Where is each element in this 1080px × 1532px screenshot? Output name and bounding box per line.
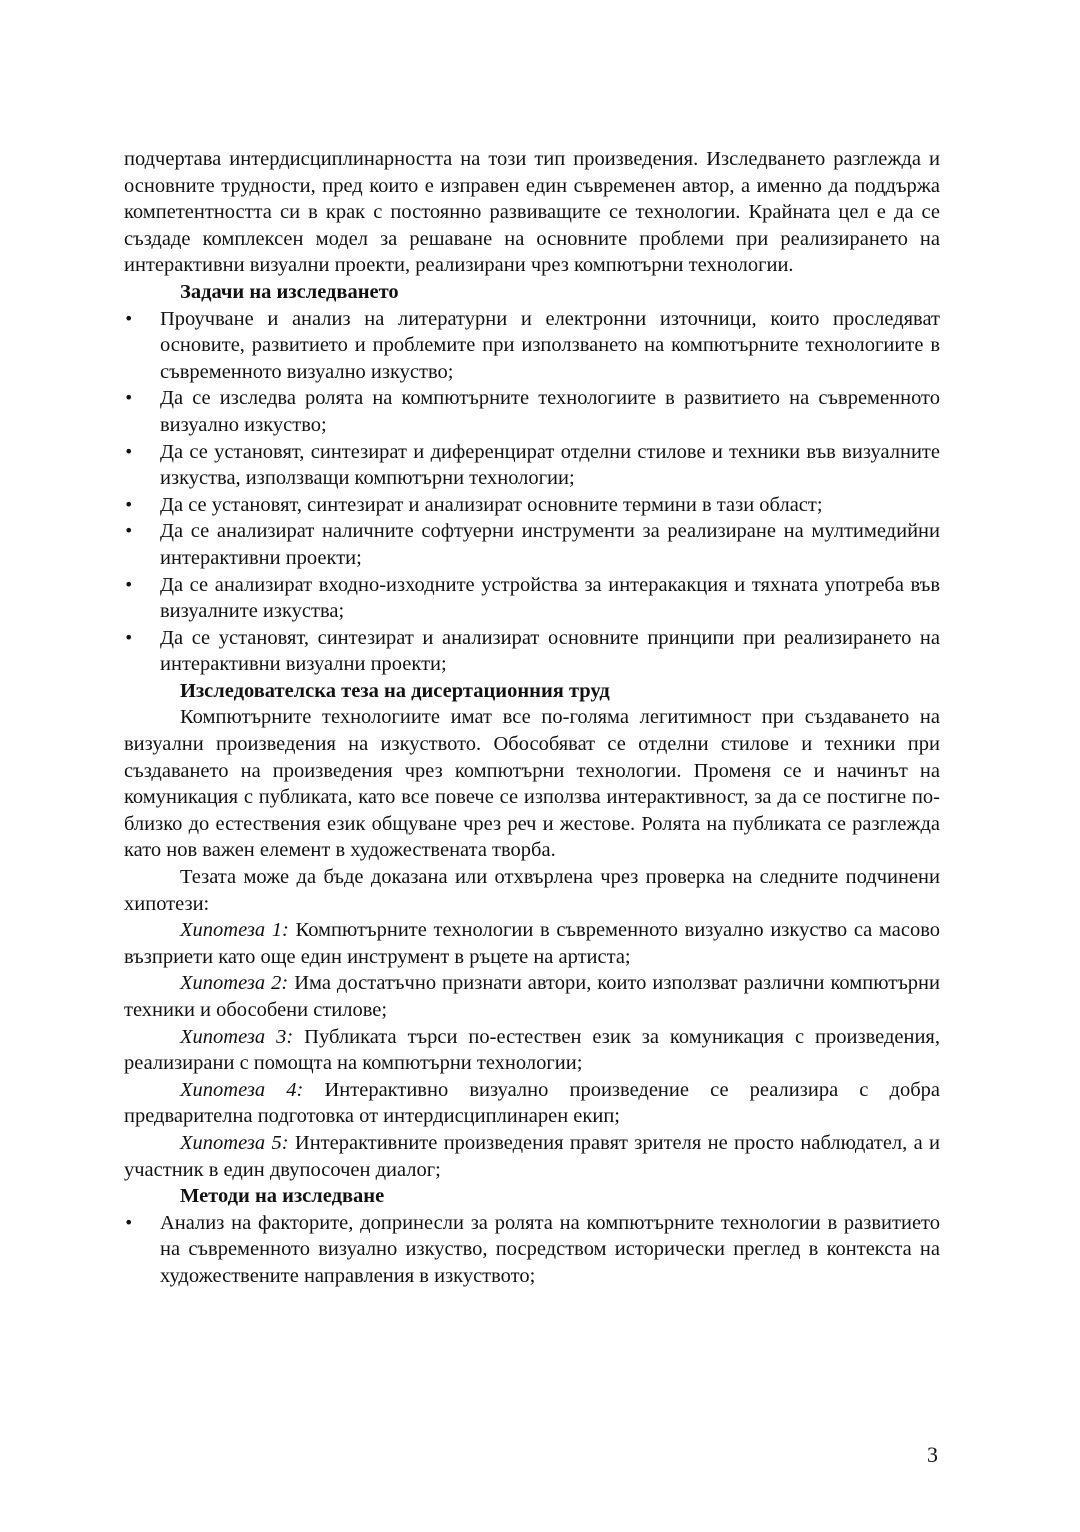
tasks-list xyxy=(124,306,940,678)
thesis-paragraph: Компютърните технологиите имат все по-голяма легитимност при създаването на визуални произведения на изкуството. Обособяват се отделни стилове и техники при създаването на произведения чрез компютърни технологии. Променя се и начинът на комуникация с публиката, като все повече се използва интерактивност, за да се постигне по-близко до естествения език общуване чрез реч и жестове. Ролята на публиката се разглежда като нов важен елемент в художествената творба. xyxy=(124,706,940,862)
list-item: • Да се установят, синтезират и анализират основните принципи при реализирането на интерактивни визуални проекти; xyxy=(124,625,940,678)
list-item: • Да се анализират наличните софтуерни инструменти за реализиране на мултимедийни интерактивни проекти; xyxy=(124,518,940,571)
hypothesis-4 xyxy=(124,1077,940,1130)
list-item: • Да се изследва ролята на компютърните технологиите в развитието на съвременното визуално изкуство; xyxy=(124,385,940,438)
hypothesis-label: Хипотеза 5: xyxy=(180,1131,289,1154)
hypothesis-label: Хипотеза 3: xyxy=(180,1025,294,1048)
list-item: • Проучване и анализ на литературни и електронни източници, които проследяват основите, развитието и проблемите при използването на компютърните технологиите в съвременното визуално изкуство; xyxy=(124,306,940,386)
hypothesis-5 xyxy=(124,1130,940,1183)
list-item: • Да се установят, синтезират и анализират основните термини в тази област; xyxy=(124,492,940,519)
hypothesis-label: Хипотеза 4: xyxy=(180,1078,304,1101)
hypothesis-text: Интерактивните произведения правят зрителя не просто наблюдател, а и участник в един двупосочен диалог; xyxy=(124,1131,940,1181)
hypothesis-3 xyxy=(124,1024,940,1077)
hypothesis-1 xyxy=(124,917,940,970)
thesis-hypotheses-intro: Тезата може да бъде доказана или отхвърлена чрез проверка на следните подчинени хипотези: xyxy=(124,866,940,915)
list-item: • Анализ на факторите, допринесли за ролята на компютърните технологии в развитието на съвременното визуално изкуство, посредством исторически преглед в контекста на художествените направления в изкуството; xyxy=(124,1210,940,1290)
hypothesis-text: Компютърните технологии в съвременното визуално изкуство са масово възприети като още един инструмент в ръцете на артиста; xyxy=(124,919,940,968)
hypothesis-label: Хипотеза 2: xyxy=(180,972,289,995)
hypothesis-text: Интерактивно визуално произведение се реализира с добра предварителна подготовка от интердисциплинарен екип; xyxy=(124,1078,940,1128)
list-item: • Да се анализират входно-изходните устройства за интеракакция и тяхната употреба във визуалните изкуства; xyxy=(124,572,940,625)
hypothesis-text: Публиката търси по-естествен език за комуникация с произведения, реализирани с помощта на компютърни технологии; xyxy=(124,1025,940,1075)
tasks-heading: Задачи на изследването xyxy=(180,280,399,303)
page-number: 3 xyxy=(927,1442,938,1467)
methods-list xyxy=(124,1210,940,1290)
hypothesis-2 xyxy=(124,970,940,1023)
methods-heading: Методи на изследване xyxy=(180,1185,385,1208)
intro-paragraph: подчертава интердисциплинарността на този тип произведения. Изследването разглежда и основните трудности, пред които е изправен един съвременен автор, а именно да поддържа компетентността си в крак с постоянно развиващите се технологии. Крайната цел е да се създаде комплексен модел за решаване на основните проблеми при реализирането на интерактивни визуални проекти, реализирани чрез компютърни технологии. xyxy=(124,148,940,277)
hypothesis-label: Хипотеза 1: xyxy=(180,919,289,942)
list-item: • Да се установят, синтезират и диференцират отделни стилове и техники във визуалните изкуства, използващи компютърни технологии; xyxy=(124,439,940,492)
hypothesis-text: Има достатъчно признати автори, които използват различни компютърни техники и обособени стилове; xyxy=(124,972,941,1021)
document-page xyxy=(124,146,940,1290)
thesis-heading: Изследователска теза на дисертационния труд xyxy=(180,679,610,702)
